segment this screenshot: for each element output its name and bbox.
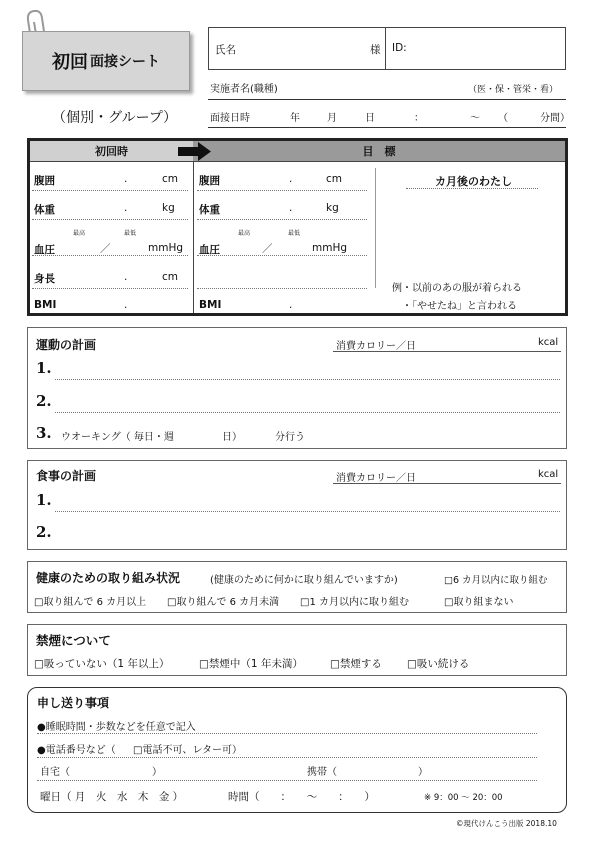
mobile-phone-close: ） [418,767,428,778]
exercise-walking-days-field[interactable] [196,424,220,442]
header-initial-label: 初回時 [95,145,128,158]
bmi-label-initial: BMI [34,299,57,311]
name-field[interactable] [240,32,365,66]
measure-divider-1 [193,162,194,313]
smoking-title: 禁煙について [36,633,111,648]
goal-months-underline [406,188,538,189]
weight-dot-initial: . [124,202,128,214]
bp-field-initial[interactable] [32,236,188,256]
home-phone-close: ） [152,767,162,778]
date-label: 面接日時 [210,113,250,124]
id-field[interactable] [412,32,562,66]
exercise-kcal-unit: kcal [538,337,559,348]
bp-low-label-goal: 最低 [288,230,301,237]
date-underline [208,127,566,128]
meal-calorie-underline [333,483,561,484]
date-year: 年 [290,113,300,124]
title-sub: 面接シート [90,54,160,70]
meal-plan-2-field[interactable] [55,524,560,544]
health-option-within-1-month[interactable]: □ 1 カ月以内に取り組む [300,593,409,608]
smoking-option-quitting[interactable]: □ 禁煙中（1 年未満） [199,656,303,671]
smoking-option-non-smoker[interactable]: □ 吸っていない（1 年以上） [34,656,169,671]
goal-months-title: カ月後のわたし [435,175,512,188]
meal-number-2: 2. [36,523,52,541]
exercise-calorie-label: 消費カロリー／日 [336,341,416,352]
meal-title: 食事の計画 [36,469,97,483]
exercise-walking-minutes: 分行う [275,432,305,443]
name-label: 氏名 [215,44,236,56]
bp-field-goal[interactable] [197,236,367,256]
date-paren: （ [498,113,508,124]
bp-unit-initial: mmHg [148,242,184,254]
meal-kcal-unit: kcal [538,469,559,480]
date-minutes: 分間） [540,113,570,124]
exercise-plan-1-field[interactable] [55,360,560,380]
mobile-phone-label: 携帯（ [307,767,337,778]
date-month: 月 [327,113,337,124]
title-box [22,31,190,91]
bp-high-label-initial: 最高 [73,230,86,237]
weight-field-goal[interactable] [197,203,367,220]
health-option-none[interactable]: □ 取り組まない [444,593,513,608]
weight-unit-goal: kg [326,202,339,214]
health-option-under-6-months[interactable]: □ 取り組んで 6 カ月未満 [167,593,279,608]
height-dot: . [124,271,128,283]
bmi-field-initial[interactable] [60,294,188,312]
meal-plan-1-field[interactable] [55,492,560,512]
notes-sleep: ●睡眠時間・歩数などを任意で記入 [37,722,196,733]
waist-unit-initial: cm [162,173,179,185]
id-label: ID: [392,42,407,54]
waist-unit-goal: cm [326,173,343,185]
copyright: ©現代けんこう出版 2018.10 [456,819,557,828]
bmi-label-goal: BMI [199,299,222,311]
name-suffix: 様 [370,44,381,56]
waist-label-goal: 腹囲 [199,175,220,187]
waist-field-initial[interactable] [32,174,188,191]
bp-low-label-initial: 最低 [124,230,137,237]
measure-divider-2 [375,168,376,288]
header-goal-label: 目 標 [362,145,396,158]
exercise-calorie-underline [333,351,561,352]
staff-options: （医・保・管栄・看） [468,85,559,95]
bp-unit-goal: mmHg [312,242,348,254]
date-field[interactable] [262,104,562,122]
date-colon: ： [414,113,424,124]
exercise-calorie-field[interactable] [425,333,535,351]
weight-label-initial: 体重 [34,204,55,216]
exercise-walking-days: 日） [222,432,242,443]
meal-calorie-label: 消費カロリー／日 [336,473,416,484]
smoking-option-continue[interactable]: □ 吸い続ける [407,656,469,671]
meal-number-1: 1. [36,491,52,509]
waist-label-initial: 腹囲 [34,175,55,187]
height-unit: cm [162,271,179,283]
bp-high-label-goal: 最高 [238,230,251,237]
home-phone-field[interactable] [78,760,150,778]
name-id-divider [385,27,386,70]
goal-example-2: ・「やせたね」と言われる [402,301,517,312]
meal-calorie-field[interactable] [425,465,535,483]
bp-label-initial: 血圧 [34,244,55,256]
date-day: 日 [365,113,375,124]
title-main: 初回 [52,52,88,73]
weight-dot-goal: . [289,202,293,214]
home-phone-label: 自宅（ [40,767,70,778]
exercise-title: 運動の計画 [36,338,97,352]
contact-weekday[interactable]: 曜日（ 月 火 水 木 金 ） [40,791,184,803]
date-tilde: ～ [470,113,480,124]
bp-label-goal: 血圧 [199,244,220,256]
waist-dot-initial: . [124,173,128,185]
waist-field-goal[interactable] [197,174,367,191]
weight-field-initial[interactable] [32,203,188,220]
notes-sleep-field[interactable] [37,716,537,734]
contact-time[interactable]: 時間（ ： ～ ： ） [228,791,375,803]
notes-phone-row-underline [37,780,537,781]
goal-description-field[interactable] [382,195,560,270]
staff-label: 実施者名(職種) [210,84,278,95]
notes-phone-intro: ●電話番号など（ [37,745,116,756]
bp-slash-goal: ／ [262,243,273,255]
bmi-dot-initial: . [124,299,128,311]
health-title: 健康のための取り組み状況 [36,571,181,585]
arrow-right-icon [178,142,212,161]
goal-months-field[interactable] [404,170,434,188]
staff-underline [208,99,566,100]
waist-dot-goal: . [289,173,293,185]
health-question: (健康のために何かに取り組んでいますか) [210,575,398,586]
phone-unavailable-checkbox[interactable]: □ 電話不可、レター可） [133,741,242,756]
health-option-within-6-months[interactable]: □ 6 カ月以内に取り組む [444,572,548,586]
bp-slash-initial: ／ [100,243,111,255]
measure-header-left [30,141,193,162]
health-option-6-months-plus[interactable]: □ 取り組んで 6 カ月以上 [34,593,146,608]
bmi-dot-goal: . [289,299,293,311]
goal-example-1: 例・以前のあの服が着られる [392,283,522,294]
subtitle: （個別・グループ） [52,110,178,126]
weight-label-goal: 体重 [199,204,220,216]
measure-header-right [193,141,565,162]
contact-hours-note: ※ 9：00 ～ 20：00 [424,793,503,803]
weight-unit-initial: kg [162,202,175,214]
exercise-walking-text: ウオーキング（ 毎日・週 [61,432,174,443]
bmi-field-goal[interactable] [225,294,365,312]
exercise-walking-minutes-field[interactable] [245,424,273,442]
smoking-option-will-quit[interactable]: □ 禁煙する [330,656,382,671]
mobile-phone-field[interactable] [345,760,415,778]
height-field[interactable] [32,272,188,289]
staff-field[interactable] [285,76,465,94]
exercise-number-2: 2. [36,392,52,410]
notes-phone-underline [37,757,537,758]
exercise-number-3: 3. [36,424,52,442]
exercise-plan-2-field[interactable] [55,393,560,413]
exercise-number-1: 1. [36,359,52,377]
notes-title: 申し送り事項 [37,696,110,710]
goal-blank-row[interactable] [197,272,367,289]
height-label: 身長 [34,273,55,285]
